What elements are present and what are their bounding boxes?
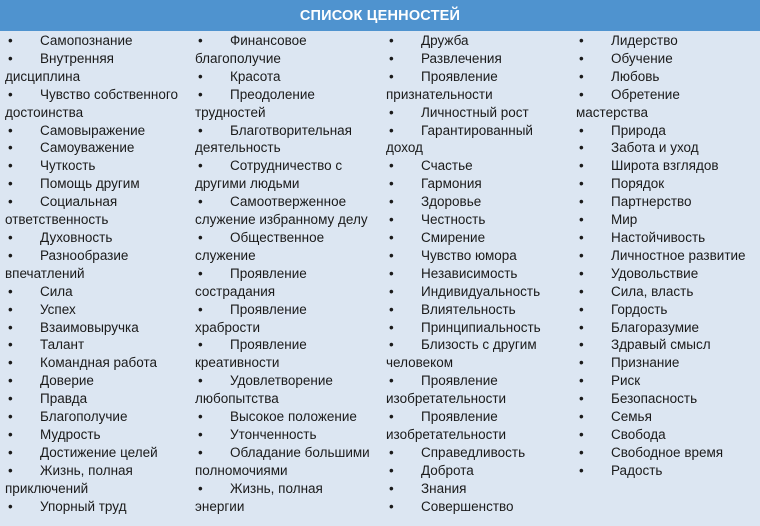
value-label: Развлечения [421, 50, 502, 66]
value-list-item [386, 301, 568, 319]
value-list-item [195, 336, 380, 372]
value-list-item [195, 32, 380, 68]
value-list-item [576, 319, 760, 337]
value-list-item [386, 498, 568, 516]
bullet-icon: • [579, 265, 584, 281]
value-label: Сила, власть [611, 283, 694, 299]
value-list-item [195, 68, 380, 86]
bullet-icon: • [8, 498, 13, 514]
bullet-icon: • [198, 68, 203, 84]
bullet-icon: • [8, 158, 13, 174]
value-list-item [386, 319, 568, 337]
value-label-continuation: ответственность [5, 212, 109, 228]
value-label: Риск [611, 373, 641, 389]
value-list-item [576, 283, 760, 301]
value-label: Правда [40, 391, 88, 407]
value-list-item [576, 139, 760, 157]
bullet-icon: • [389, 68, 394, 84]
bullet-icon: • [8, 33, 13, 48]
bullet-icon: • [579, 140, 584, 156]
bullet-icon: • [579, 212, 584, 228]
value-label: Гарантированный [421, 122, 533, 138]
value-label: Самовыражение [40, 122, 146, 138]
bullet-icon: • [579, 194, 584, 210]
bullet-icon: • [8, 391, 13, 407]
bullet-icon: • [8, 337, 13, 353]
value-list-item [576, 247, 760, 265]
value-label: Утонченность [230, 426, 317, 442]
value-label: Разнообразие [40, 247, 129, 263]
values-column-2 [195, 32, 380, 515]
value-label-continuation: полномочиями [195, 462, 288, 478]
bullet-icon: • [8, 122, 13, 138]
value-label: Самопознание [40, 33, 133, 48]
values-column-3 [386, 32, 568, 515]
value-label: Помощь другим [40, 176, 140, 192]
value-list-item [5, 50, 187, 86]
value-list-item [576, 193, 760, 211]
value-list-item [386, 462, 568, 480]
bullet-icon: • [389, 444, 394, 460]
value-label: Любовь [611, 68, 660, 84]
value-label-continuation: сострадания [195, 283, 276, 299]
value-label: Порядок [611, 176, 665, 192]
value-list-item [5, 283, 187, 301]
value-label: Проявление [230, 301, 307, 317]
value-list-item [5, 462, 187, 498]
bullet-icon: • [389, 122, 394, 138]
bullet-icon: • [389, 283, 394, 299]
value-list-item [576, 211, 760, 229]
bullet-icon: • [8, 176, 13, 192]
value-list-item [386, 408, 568, 444]
value-label: Знания [421, 480, 467, 496]
value-list-item [576, 265, 760, 283]
value-list-item [195, 301, 380, 337]
value-list-item [5, 319, 187, 337]
page-title-bar [0, 0, 760, 31]
value-list-item [386, 283, 568, 301]
value-list-item [5, 354, 187, 372]
value-label: Свобода [611, 426, 666, 442]
value-label: Обучение [611, 50, 673, 66]
bullet-icon: • [198, 480, 203, 496]
value-label-continuation: любопытства [195, 391, 279, 407]
values-columns [0, 32, 760, 526]
value-list-item [386, 122, 568, 158]
value-label: Принципиальность [421, 319, 541, 335]
value-label: Социальная [40, 194, 118, 210]
value-list-item [195, 372, 380, 408]
value-label-continuation: дисциплина [5, 68, 81, 84]
value-label: Индивидуальность [421, 283, 541, 299]
value-label: Смирение [421, 229, 486, 245]
bullet-icon: • [8, 373, 13, 389]
bullet-icon: • [198, 409, 203, 425]
value-list-item [386, 211, 568, 229]
bullet-icon: • [579, 373, 584, 389]
bullet-icon: • [389, 337, 394, 353]
value-list-item [5, 336, 187, 354]
value-list-item [386, 175, 568, 193]
value-label: Успех [40, 301, 76, 317]
value-label-continuation: благополучие [195, 50, 281, 66]
value-list-item [5, 301, 187, 319]
bullet-icon: • [8, 462, 13, 478]
value-label: Обладание большими [230, 444, 370, 460]
bullet-icon: • [198, 86, 203, 102]
value-label-continuation: признательности [386, 86, 493, 102]
value-label: Широта взглядов [611, 158, 719, 174]
bullet-icon: • [198, 122, 203, 138]
value-list-item [195, 426, 380, 444]
value-label: Радость [611, 462, 663, 478]
value-list-item [5, 86, 187, 122]
value-list-item [195, 480, 380, 516]
value-list-item [576, 462, 760, 480]
bullet-icon: • [8, 247, 13, 263]
bullet-icon: • [8, 86, 13, 102]
value-list-item [576, 336, 760, 354]
value-label: Проявление [421, 68, 498, 84]
bullet-icon: • [198, 229, 203, 245]
value-list-item [576, 157, 760, 175]
value-list-item [386, 480, 568, 498]
value-label: Жизнь, полная [230, 480, 323, 496]
value-list-item [5, 498, 187, 516]
value-list-item [386, 247, 568, 265]
value-label: Обретение [611, 86, 680, 102]
value-label-continuation: деятельность [195, 140, 281, 156]
value-label-continuation: трудностей [195, 104, 266, 120]
value-label: Гармония [421, 176, 482, 192]
value-label: Совершенство [421, 498, 514, 514]
value-label: Личностное развитие [611, 247, 746, 263]
value-list-item [576, 175, 760, 193]
value-list-item [576, 122, 760, 140]
bullet-icon: • [8, 301, 13, 317]
value-list-item [576, 390, 760, 408]
bullet-icon: • [198, 33, 203, 48]
bullet-icon: • [8, 319, 13, 335]
value-list-item [5, 372, 187, 390]
value-label: Чувство юмора [421, 247, 517, 263]
value-list-item [5, 426, 187, 444]
value-label: Преодоление [230, 86, 315, 102]
value-list-item [5, 139, 187, 157]
value-label: Проявление [230, 265, 307, 281]
bullet-icon: • [8, 444, 13, 460]
value-label: Чуткость [40, 158, 96, 174]
value-list-item [576, 50, 760, 68]
bullet-icon: • [389, 498, 394, 514]
value-list-item [195, 408, 380, 426]
bullet-icon: • [579, 247, 584, 263]
value-list-item [386, 444, 568, 462]
value-list-item [386, 32, 568, 50]
value-list-item [386, 193, 568, 211]
value-list-item [386, 229, 568, 247]
value-list-item [5, 390, 187, 408]
value-list-item [195, 444, 380, 480]
value-list-item [195, 229, 380, 265]
value-list-item [576, 444, 760, 462]
value-label: Партнерство [611, 194, 692, 210]
page-title: СПИСОК ЦЕННОСТЕЙ [299, 7, 461, 24]
value-label: Личностный рост [421, 104, 529, 120]
value-label-continuation: доход [386, 140, 423, 156]
value-label-continuation: мастерства [576, 104, 649, 120]
bullet-icon: • [389, 247, 394, 263]
value-label: Взаимовыручка [40, 319, 139, 335]
bullet-icon: • [389, 480, 394, 496]
value-label: Здравый смысл [611, 337, 711, 353]
value-list-item [195, 193, 380, 229]
bullet-icon: • [579, 319, 584, 335]
bullet-icon: • [8, 283, 13, 299]
value-label: Доброта [421, 462, 474, 478]
value-label-continuation: служение [195, 247, 256, 263]
value-list-item [386, 50, 568, 68]
value-label-continuation: впечатлений [5, 265, 85, 281]
bullet-icon: • [389, 176, 394, 192]
value-label: Сотрудничество с [230, 158, 343, 174]
bullet-icon: • [579, 68, 584, 84]
bullet-icon: • [8, 140, 13, 156]
value-list-item [576, 68, 760, 86]
bullet-icon: • [389, 50, 394, 66]
value-list-item [5, 32, 187, 50]
bullet-icon: • [389, 409, 394, 425]
value-list-item [195, 157, 380, 193]
value-label: Удовольствие [611, 265, 699, 281]
value-label: Справедливость [421, 444, 526, 460]
value-list-item [576, 372, 760, 390]
value-label: Благоразумие [611, 319, 700, 335]
value-label-continuation: человеком [386, 355, 454, 371]
value-label: Доверие [40, 373, 94, 389]
bullet-icon: • [8, 355, 13, 371]
bullet-icon: • [198, 444, 203, 460]
value-label: Лидерство [611, 33, 678, 48]
value-label: Самоотверженное [230, 194, 347, 210]
bullet-icon: • [579, 176, 584, 192]
bullet-icon: • [389, 194, 394, 210]
bullet-icon: • [198, 194, 203, 210]
value-label: Мудрость [40, 426, 101, 442]
bullet-icon: • [579, 355, 584, 371]
value-label: Настойчивость [611, 229, 706, 245]
value-label: Духовность [40, 229, 113, 245]
value-list-item [576, 354, 760, 372]
value-label: Свободное время [611, 444, 724, 460]
value-list-item [576, 32, 760, 50]
value-label: Влиятельность [421, 301, 516, 317]
value-label: Честность [421, 212, 486, 228]
value-label: Семья [611, 409, 652, 425]
value-label-continuation: достоинства [5, 104, 84, 120]
bullet-icon: • [389, 462, 394, 478]
value-list-item [5, 408, 187, 426]
value-label: Упорный труд [40, 498, 127, 514]
value-label-continuation: изобретательности [386, 426, 507, 442]
value-label: Природа [611, 122, 666, 138]
bullet-icon: • [579, 337, 584, 353]
value-label-continuation: изобретательности [386, 391, 507, 407]
value-list-item [386, 157, 568, 175]
value-list-item [576, 301, 760, 319]
value-label: Красота [230, 68, 281, 84]
value-label: Признание [611, 355, 680, 371]
value-label: Чувство собственного [40, 86, 178, 102]
value-label: Талант [40, 337, 85, 353]
value-label: Здоровье [421, 194, 482, 210]
bullet-icon: • [579, 462, 584, 478]
value-label: Финансовое [230, 33, 307, 48]
value-label: Мир [611, 212, 638, 228]
bullet-icon: • [579, 86, 584, 102]
value-list-item [5, 157, 187, 175]
bullet-icon: • [579, 158, 584, 174]
bullet-icon: • [579, 409, 584, 425]
value-label: Дружба [421, 33, 469, 48]
value-list-item [195, 265, 380, 301]
value-list-item [5, 444, 187, 462]
bullet-icon: • [389, 319, 394, 335]
values-column-1 [5, 32, 187, 515]
value-label: Удовлетворение [230, 373, 333, 389]
value-label: Командная работа [40, 355, 158, 371]
value-label: Забота и уход [611, 140, 699, 156]
value-label: Независимость [421, 265, 518, 281]
bullet-icon: • [8, 194, 13, 210]
value-label: Благотворительная [230, 122, 352, 138]
value-label: Высокое положение [230, 409, 357, 425]
value-label: Самоуважение [40, 140, 135, 156]
bullet-icon: • [579, 283, 584, 299]
value-label-continuation: креативности [195, 355, 280, 371]
value-list-item [5, 193, 187, 229]
value-label: Близость с другим [421, 337, 537, 353]
value-list-item [5, 229, 187, 247]
bullet-icon: • [8, 229, 13, 245]
value-list-item [386, 265, 568, 283]
value-label: Достижение целей [40, 444, 158, 460]
value-label: Безопасность [611, 391, 698, 407]
bullet-icon: • [389, 301, 394, 317]
value-label-continuation: служение избранному делу [195, 212, 368, 228]
value-list-item [5, 175, 187, 193]
bullet-icon: • [389, 373, 394, 389]
bullet-icon: • [8, 50, 13, 66]
bullet-icon: • [198, 158, 203, 174]
bullet-icon: • [198, 265, 203, 281]
value-label: Благополучие [40, 409, 128, 425]
bullet-icon: • [389, 158, 394, 174]
value-list-item [195, 86, 380, 122]
value-list-item [386, 336, 568, 372]
bullet-icon: • [579, 426, 584, 442]
value-label-continuation: приключений [5, 480, 89, 496]
bullet-icon: • [198, 373, 203, 389]
value-label: Счастье [421, 158, 473, 174]
bullet-icon: • [579, 444, 584, 460]
values-column-4 [576, 32, 760, 480]
value-label-continuation: другими людьми [195, 176, 300, 192]
bullet-icon: • [579, 122, 584, 138]
value-list-item [576, 426, 760, 444]
value-list-item [576, 229, 760, 247]
bullet-icon: • [389, 212, 394, 228]
value-list-item [5, 122, 187, 140]
bullet-icon: • [579, 33, 584, 48]
value-list-item [576, 86, 760, 122]
bullet-icon: • [198, 337, 203, 353]
value-label: Общественное [230, 229, 325, 245]
value-list-item [386, 68, 568, 104]
bullet-icon: • [579, 301, 584, 317]
bullet-icon: • [579, 229, 584, 245]
value-list-item [386, 104, 568, 122]
value-list-item [576, 408, 760, 426]
bullet-icon: • [8, 426, 13, 442]
value-label-continuation: энергии [195, 498, 245, 514]
value-list-item [5, 247, 187, 283]
value-label: Сила [40, 283, 73, 299]
bullet-icon: • [389, 33, 394, 48]
bullet-icon: • [389, 265, 394, 281]
value-label: Проявление [421, 373, 498, 389]
value-label: Внутренняя [40, 50, 114, 66]
bullet-icon: • [8, 409, 13, 425]
bullet-icon: • [389, 229, 394, 245]
value-label: Проявление [421, 409, 498, 425]
bullet-icon: • [198, 426, 203, 442]
bullet-icon: • [389, 104, 394, 120]
value-list-item [195, 122, 380, 158]
bullet-icon: • [579, 50, 584, 66]
value-label: Проявление [230, 337, 307, 353]
value-list-item [386, 372, 568, 408]
bullet-icon: • [198, 301, 203, 317]
bullet-icon: • [579, 391, 584, 407]
value-label: Гордость [611, 301, 668, 317]
value-label: Жизнь, полная [40, 462, 133, 478]
value-label-continuation: храбрости [195, 319, 260, 335]
